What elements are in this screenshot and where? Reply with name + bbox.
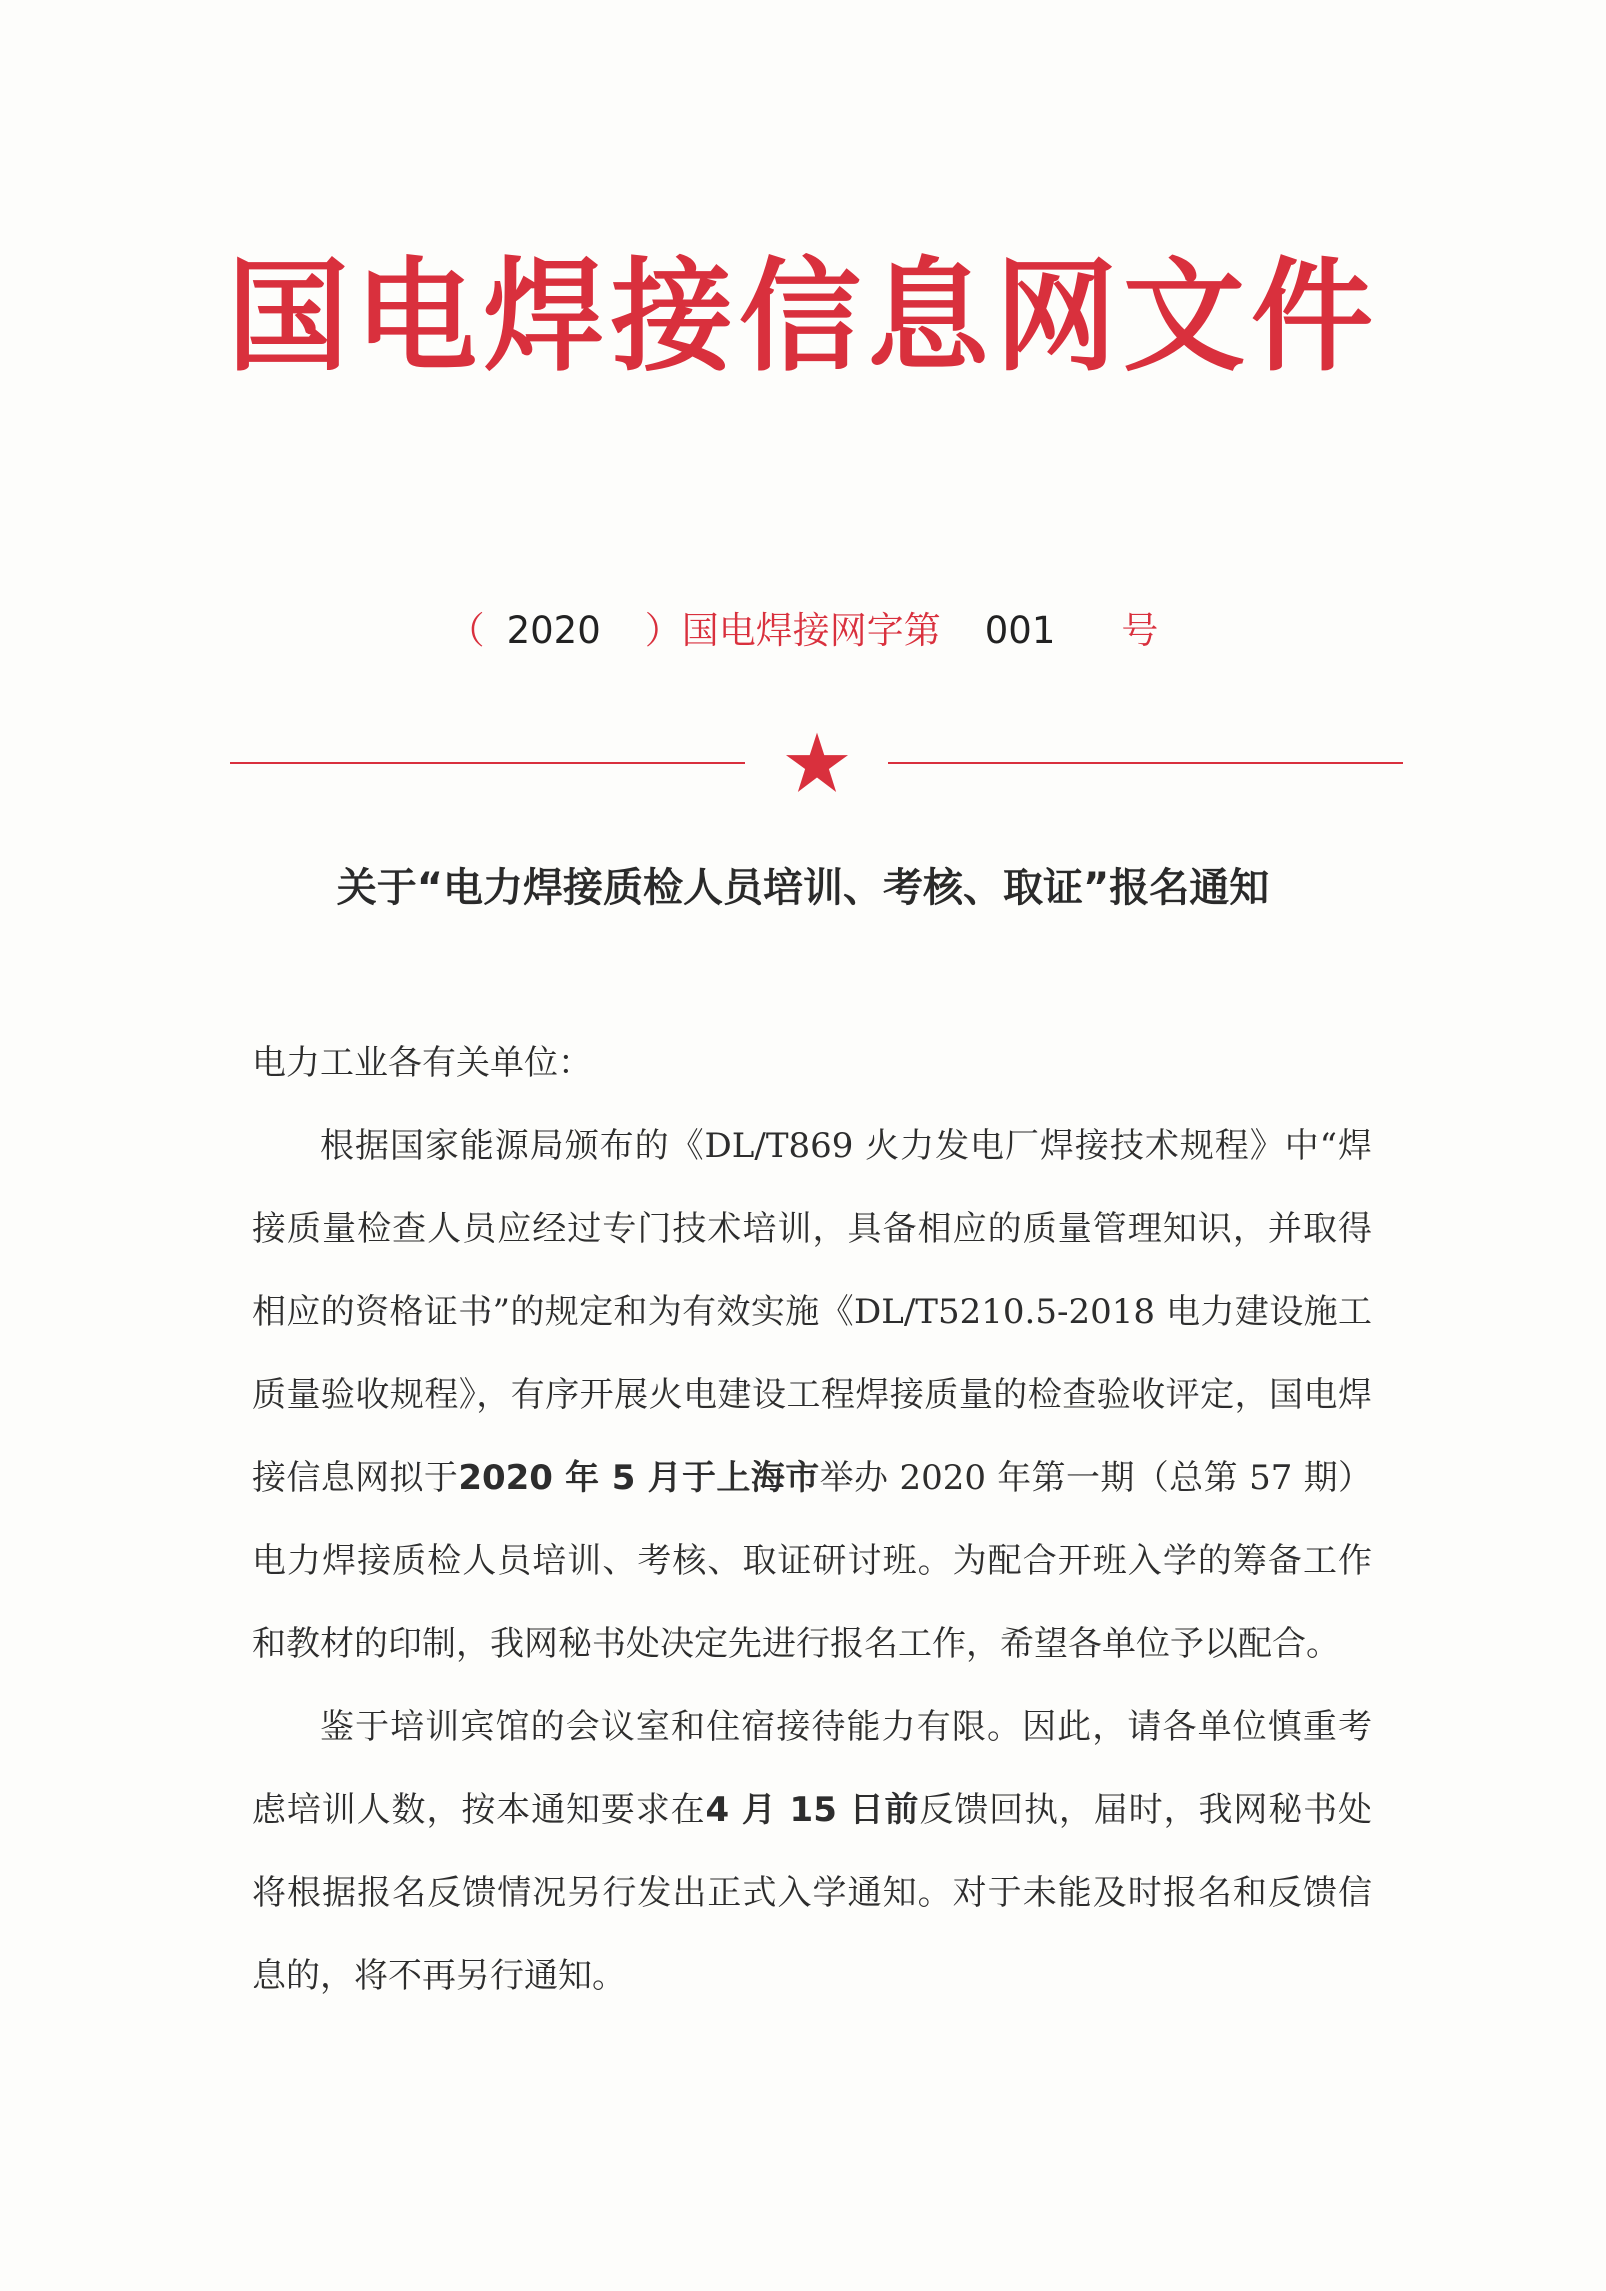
masthead-title: 国电焊接信息网文件 <box>227 244 1379 388</box>
paragraph-1-text-a: 根据国家能源局颁布的《DL/T869 火力发电厂焊接技术规程》中“焊接质量检查人员应经过专门技术培训，具备相应的质量管理知识，并取得相应的资格证书”的规定和为有效实施《DL/T5210.5-2018 电力建设施工质量验收规程》，有序开展火电建设工程焊接质量的检查验收评定，国电焊接信息网拟于 <box>252 1126 1372 1498</box>
salutation: 电力工业各有关单位： <box>252 1043 592 1083</box>
paragraph-2-text-a: 鉴于培训宾馆的会议室和住宿接待能力有限。因此，请各单位慎重考虑培训人数，按本通知要求在 <box>252 1707 1372 1830</box>
doc-number-value: 001 <box>984 609 1056 652</box>
paragraph-2-deadline: 4 月 15 日前 <box>705 1790 920 1830</box>
notice-body <box>252 1022 1372 2018</box>
doc-number-year: 2020 <box>506 609 601 652</box>
paragraph-2 <box>252 1686 1372 2018</box>
doc-number-open-paren: （ <box>447 609 485 652</box>
divider-line-right <box>888 762 1403 764</box>
star-icon <box>784 730 850 796</box>
notice-title: 关于“电力焊接质检人员培训、考核、取证”报名通知 <box>336 865 1270 911</box>
doc-number-prefix: 国电焊接网字第 <box>681 609 941 652</box>
doc-number-close-paren: ） <box>644 609 682 652</box>
divider-line-left <box>230 762 745 764</box>
paragraph-1-text-b: 举办 2020 年第一期（总第 57 期）电力焊接质检人员培训、考核、取证研讨班。为配合开班入学的筹备工作和教材的印制，我网秘书处决定先进行报名工作，希望各单位予以配合。 <box>252 1458 1372 1664</box>
paragraph-1-date-location: 2020 年 5 月于上海市 <box>458 1458 820 1498</box>
paragraph-2-text-b: 反馈回执，届时，我网秘书处将根据报名反馈情况另行发出正式入学通知。对于未能及时报名和反馈信息的，将不再另行通知。 <box>252 1790 1373 1996</box>
document-number <box>0 609 1606 652</box>
doc-number-suffix: 号 <box>1121 609 1159 652</box>
paragraph-1 <box>252 1105 1372 1686</box>
